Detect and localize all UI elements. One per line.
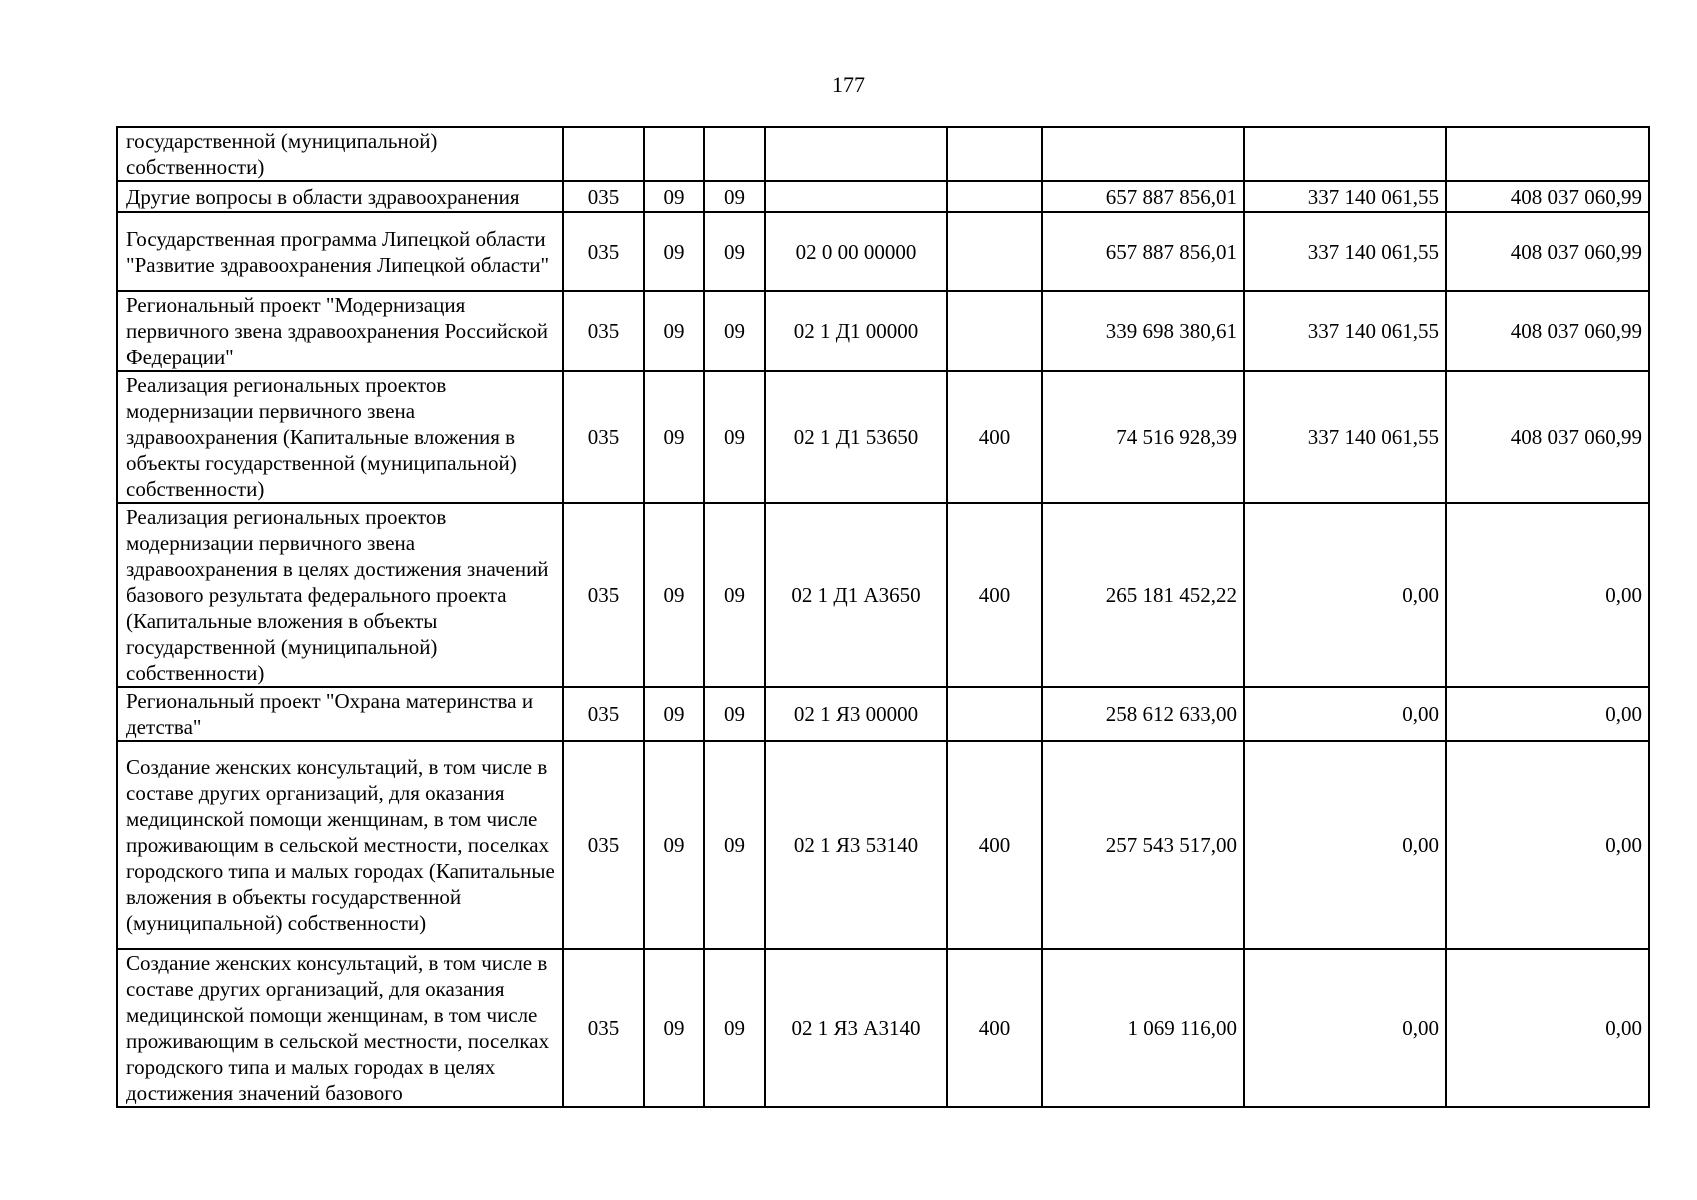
cell-subsection: 09 xyxy=(704,687,765,741)
cell-expense-type xyxy=(947,212,1042,291)
cell-amount-2: 0,00 xyxy=(1244,741,1446,949)
cell-name: Создание женских консультаций, в том числе в составе других организаций, для оказания медицинской помощи женщинам, в том числе проживающим в сельской местности, поселках городского типа и малых городах в целях достижения значений базового xyxy=(117,949,563,1107)
cell-amount-2: 337 140 061,55 xyxy=(1244,291,1446,371)
table-row xyxy=(117,127,1649,181)
cell-target-article: 02 1 Д1 53650 xyxy=(765,371,947,503)
cell-section: 09 xyxy=(644,371,704,503)
cell-section xyxy=(644,127,704,181)
cell-target-article: 02 1 Я3 00000 xyxy=(765,687,947,741)
cell-target-article xyxy=(765,127,947,181)
cell-expense-type: 400 xyxy=(947,503,1042,687)
cell-subsection: 09 xyxy=(704,371,765,503)
cell-name: Государственная программа Липецкой области "Развитие здравоохранения Липецкой области" xyxy=(117,212,563,291)
cell-amount-3: 408 037 060,99 xyxy=(1446,181,1649,212)
cell-amount-2: 337 140 061,55 xyxy=(1244,212,1446,291)
cell-subsection: 09 xyxy=(704,949,765,1107)
table-row xyxy=(117,949,1649,1107)
cell-section: 09 xyxy=(644,741,704,949)
cell-expense-type: 400 xyxy=(947,949,1042,1107)
table-row xyxy=(117,212,1649,291)
cell-subsection xyxy=(704,127,765,181)
cell-amount-1: 257 543 517,00 xyxy=(1042,741,1244,949)
cell-expense-type xyxy=(947,181,1042,212)
table-row xyxy=(117,291,1649,371)
cell-expense-type xyxy=(947,127,1042,181)
cell-ministry: 035 xyxy=(563,503,644,687)
cell-target-article: 02 1 Д1 00000 xyxy=(765,291,947,371)
cell-expense-type xyxy=(947,291,1042,371)
cell-target-article: 02 0 00 00000 xyxy=(765,212,947,291)
cell-name: Создание женских консультаций, в том числе в составе других организаций, для оказания медицинской помощи женщинам, в том числе проживающим в сельской местности, поселках городского типа и малых городах (Капитальные вложения в объекты государственной (муниципальной) собственности) xyxy=(117,741,563,949)
cell-amount-3: 0,00 xyxy=(1446,741,1649,949)
cell-amount-2: 0,00 xyxy=(1244,949,1446,1107)
cell-name: Реализация региональных проектов модернизации первичного звена здравоохранения (Капитальные вложения в объекты государственной (муниципальной) собственности) xyxy=(117,371,563,503)
cell-ministry xyxy=(563,127,644,181)
table-row xyxy=(117,371,1649,503)
cell-amount-2: 0,00 xyxy=(1244,687,1446,741)
cell-amount-3: 408 037 060,99 xyxy=(1446,291,1649,371)
cell-section: 09 xyxy=(644,503,704,687)
table-row xyxy=(117,687,1649,741)
budget-table-body xyxy=(117,127,1649,1107)
table-row xyxy=(117,181,1649,212)
cell-target-article xyxy=(765,181,947,212)
table-row xyxy=(117,503,1649,687)
cell-amount-1: 339 698 380,61 xyxy=(1042,291,1244,371)
page-number: 177 xyxy=(832,72,865,97)
table-row xyxy=(117,741,1649,949)
cell-name: Реализация региональных проектов модернизации первичного звена здравоохранения в целях достижения значений базового результата федерального проекта (Капитальные вложения в объекты государственной (муниципальной) собственности) xyxy=(117,503,563,687)
cell-target-article: 02 1 Я3 А3140 xyxy=(765,949,947,1107)
cell-ministry: 035 xyxy=(563,949,644,1107)
cell-section: 09 xyxy=(644,687,704,741)
cell-ministry: 035 xyxy=(563,212,644,291)
cell-amount-3 xyxy=(1446,127,1649,181)
cell-expense-type: 400 xyxy=(947,741,1042,949)
cell-expense-type: 400 xyxy=(947,371,1042,503)
cell-amount-3: 408 037 060,99 xyxy=(1446,371,1649,503)
cell-ministry: 035 xyxy=(563,291,644,371)
cell-amount-2: 337 140 061,55 xyxy=(1244,371,1446,503)
cell-section: 09 xyxy=(644,291,704,371)
cell-name: государственной (муниципальной) собственности) xyxy=(117,127,563,181)
cell-section: 09 xyxy=(644,212,704,291)
cell-target-article: 02 1 Д1 А3650 xyxy=(765,503,947,687)
budget-table xyxy=(116,126,1650,1108)
cell-subsection: 09 xyxy=(704,181,765,212)
cell-ministry: 035 xyxy=(563,741,644,949)
cell-amount-1 xyxy=(1042,127,1244,181)
cell-amount-1: 258 612 633,00 xyxy=(1042,687,1244,741)
cell-amount-2: 337 140 061,55 xyxy=(1244,181,1446,212)
cell-subsection: 09 xyxy=(704,291,765,371)
cell-ministry: 035 xyxy=(563,687,644,741)
cell-section: 09 xyxy=(644,181,704,212)
cell-subsection: 09 xyxy=(704,503,765,687)
cell-amount-3: 0,00 xyxy=(1446,687,1649,741)
cell-name: Другие вопросы в области здравоохранения xyxy=(117,181,563,212)
cell-amount-3: 0,00 xyxy=(1446,503,1649,687)
cell-amount-1: 657 887 856,01 xyxy=(1042,212,1244,291)
cell-amount-2 xyxy=(1244,127,1446,181)
cell-name: Региональный проект "Модернизация первичного звена здравоохранения Российской Федерации" xyxy=(117,291,563,371)
cell-ministry: 035 xyxy=(563,181,644,212)
cell-amount-1: 74 516 928,39 xyxy=(1042,371,1244,503)
cell-amount-1: 657 887 856,01 xyxy=(1042,181,1244,212)
cell-subsection: 09 xyxy=(704,741,765,949)
cell-amount-1: 265 181 452,22 xyxy=(1042,503,1244,687)
cell-target-article: 02 1 Я3 53140 xyxy=(765,741,947,949)
cell-section: 09 xyxy=(644,949,704,1107)
cell-amount-1: 1 069 116,00 xyxy=(1042,949,1244,1107)
cell-expense-type xyxy=(947,687,1042,741)
cell-amount-3: 0,00 xyxy=(1446,949,1649,1107)
cell-amount-3: 408 037 060,99 xyxy=(1446,212,1649,291)
cell-name: Региональный проект "Охрана материнства и детства" xyxy=(117,687,563,741)
cell-ministry: 035 xyxy=(563,371,644,503)
cell-amount-2: 0,00 xyxy=(1244,503,1446,687)
cell-subsection: 09 xyxy=(704,212,765,291)
